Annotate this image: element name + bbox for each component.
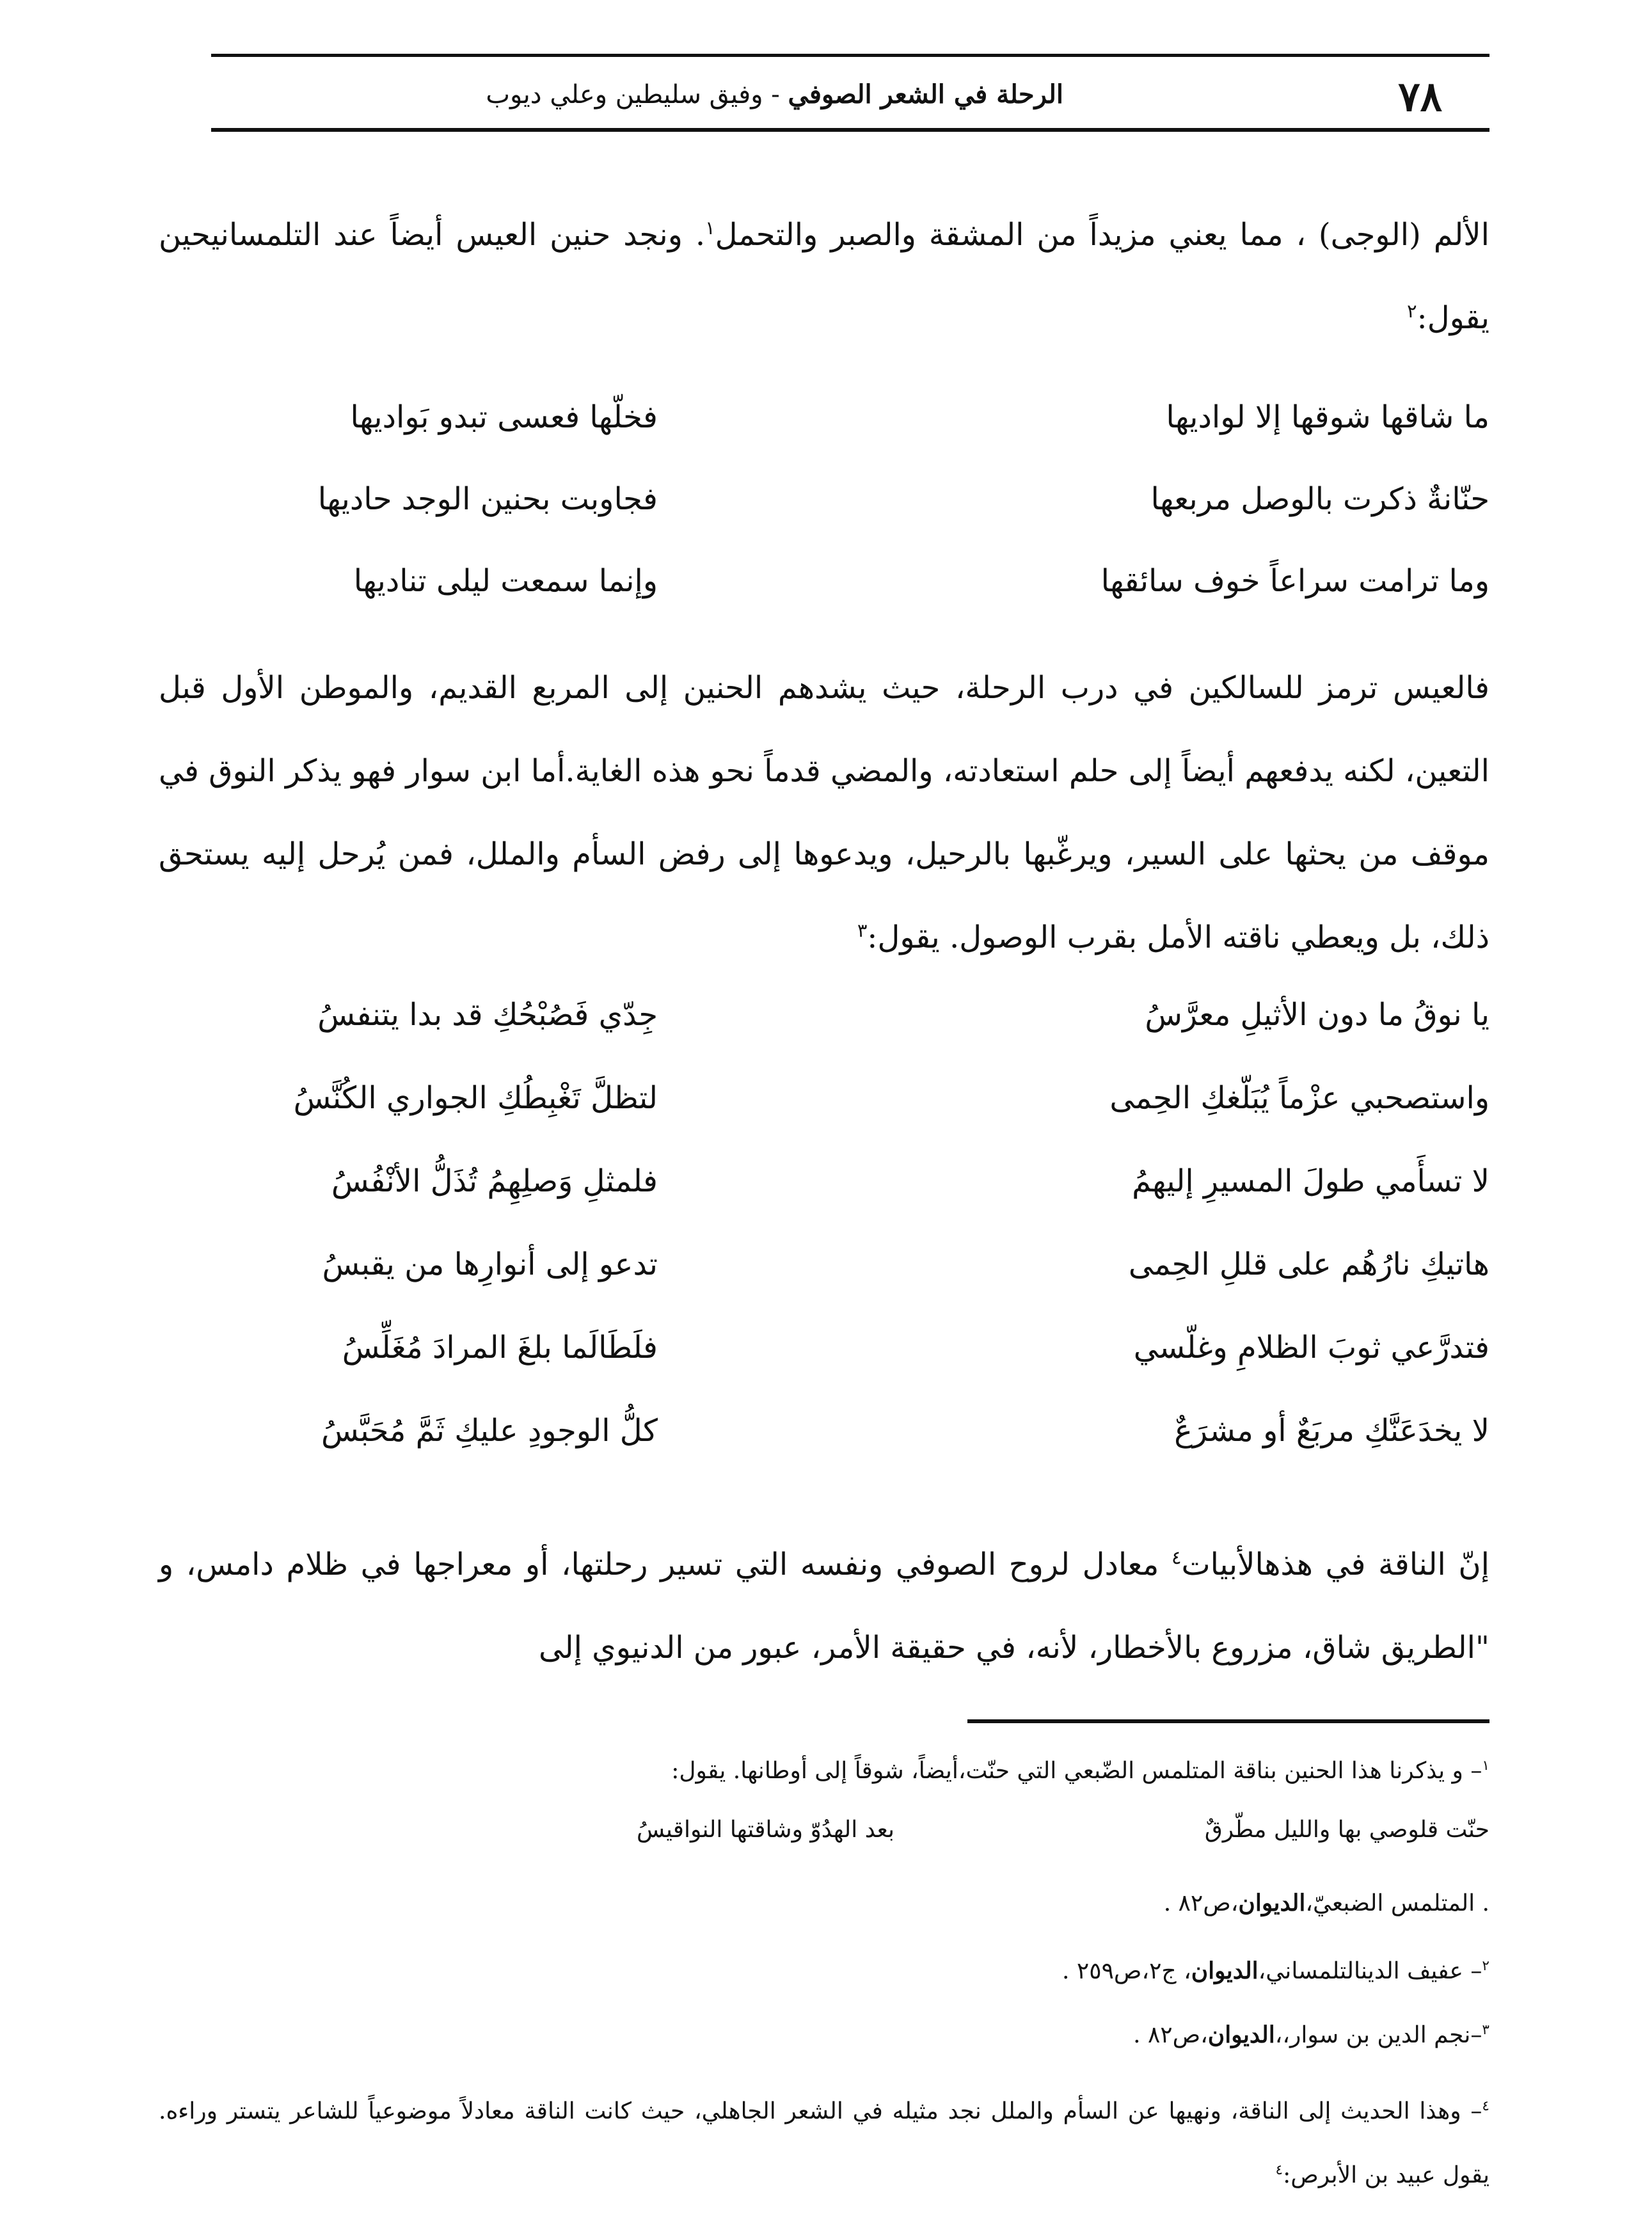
- footnote-ref[interactable]: ٤: [1171, 1547, 1182, 1568]
- footnote-separator: [967, 1719, 1489, 1723]
- verse-line: [159, 1239, 1489, 1290]
- verse-first-hemistich: حنّانةٌ ذكرت بالوصل مربعها: [1150, 481, 1489, 517]
- verse-first-hemistich: حنّت قلوصي بها والليل مطّرقٌ: [1204, 1817, 1489, 1843]
- verse-first-hemistich: فتدرَّعي ثوبَ الظلامِ وغلّسي: [1133, 1330, 1489, 1365]
- page-number: ٧٨: [1398, 73, 1442, 121]
- verse-first-hemistich: واستصحبي عزْماً يُبَلّغكِ الحِمى: [1109, 1080, 1489, 1116]
- header-bottom-rule: [211, 128, 1489, 132]
- paragraph-3: [159, 1523, 1489, 1689]
- paragraph-text: الألم (الوجى) ، مما يعني مزيداً من المشقة والصبر والتحمل: [715, 217, 1489, 253]
- book-title: الرحلة في الشعر الصوفي: [788, 79, 1063, 109]
- footnote-number: ٣: [1482, 2022, 1489, 2038]
- verse-second-hemistich: جِدّي فَصُبْحُكِ قد بدا يتنفسُ: [317, 997, 658, 1033]
- verse-second-hemistich: فلَطَالَما بلغَ المرادَ مُغَلِّسُ: [342, 1330, 658, 1365]
- verse-first-hemistich: يا نوقُ ما دون الأثيلِ معرَّسُ: [1145, 997, 1489, 1033]
- footnote-2: [159, 1952, 1489, 1991]
- footnote-text: – و يذكرنا هذا الحنين بناقة المتلمس الضّبعي التي حنّت،أيضاً، شوقاً إلى أوطانها. يقول:: [671, 1758, 1482, 1784]
- footnote-4: [159, 2080, 1489, 2208]
- footnote-ref[interactable]: ١: [705, 217, 715, 239]
- footnote-ref[interactable]: ٢: [1407, 300, 1417, 322]
- verse-line: [159, 392, 1489, 443]
- verse-line: [159, 989, 1489, 1040]
- verse-first-hemistich: ما شاقها شوقها إلا لواديها: [1166, 399, 1489, 435]
- source-text: – عفيف الدينالتلمساني،: [1258, 1958, 1482, 1984]
- verse-line: [159, 1072, 1489, 1124]
- footnote-1: [159, 1752, 1489, 1790]
- paragraph-text: . ونجد حنين العيس أيضاً عند التلمسانيحين يقول:: [159, 217, 1489, 336]
- verse-second-hemistich: لتظلَّ تَغْبِطُكِ الجواري الكُنَّسُ: [293, 1080, 658, 1116]
- source-page: ،ص٨٢ .: [1133, 2022, 1208, 2048]
- source-text: –نجم الدين بن سوار،،: [1275, 2022, 1482, 2048]
- verse-line: [159, 474, 1489, 525]
- source-page: ، ج٢،ص٢٥٩ .: [1062, 1958, 1191, 1984]
- paragraph-text: إنّ الناقة في هذهالأبيات: [1181, 1547, 1490, 1582]
- verse-first-hemistich: لا تسأَمي طولَ المسيرِ إليهمُ: [1132, 1163, 1489, 1199]
- paragraph-2: [159, 646, 1489, 979]
- footnote-3: [159, 2016, 1489, 2055]
- book-authors: وفيق سليطين وعلي ديوب: [486, 80, 763, 109]
- verse-second-hemistich: بعد الهدُوّ وشاقتها النواقيسُ: [636, 1817, 894, 1843]
- verse-second-hemistich: وإنما سمعت ليلى تناديها: [353, 563, 658, 599]
- verse-second-hemistich: فخلّها فعسى تبدو بَواديها: [350, 399, 658, 435]
- verse-line: [159, 555, 1489, 607]
- source-title: الديوان: [1191, 1957, 1259, 1984]
- footnote-verse: [159, 1811, 1489, 1849]
- footnote-number: ١: [1482, 1758, 1489, 1774]
- header-separator: -: [763, 80, 788, 109]
- verse-second-hemistich: كلُّ الوجودِ عليكِ ثَمَّ مُحَبَّسُ: [321, 1413, 658, 1449]
- verse-line: [159, 1322, 1489, 1373]
- verse-first-hemistich: لا يخدَعَنَّكِ مربَعٌ أو مشرَعٌ: [1174, 1413, 1489, 1449]
- paragraph-text: معادل لروح الصوفي ونفسه التي تسير رحلتها، أو معراجها في ظلام دامس، و "الطريق شاق، مزروع بالأخطار، لأنه، في حقيقة الأمر، عبور من الدنيوي إلى: [159, 1547, 1489, 1666]
- verse-line: [159, 1405, 1489, 1456]
- verse-second-hemistich: تدعو إلى أنوارِها من يقبسُ: [322, 1246, 658, 1282]
- paragraph-1: [159, 193, 1489, 360]
- footnote-number: ٢: [1482, 1958, 1489, 1974]
- source-text: . المتلمس الضبعيّ،: [1305, 1890, 1489, 1916]
- footnote-1-source: [159, 1884, 1489, 1923]
- header-top-rule: [211, 54, 1489, 57]
- footnote-text: – وهذا الحديث إلى الناقة، ونهيها عن السأم والملل نجد مثيله في الشعر الجاهلي، حيث كانت الناقة معادلاً موضوعياً للشاعر يتستر وراءه. يقول عبيد بن الأبرص:: [159, 2098, 1489, 2188]
- verse-second-hemistich: فلمثلِ وَصلِهِمُ تُذَلُّ الأنْفُسُ: [331, 1163, 658, 1199]
- source-page: ،ص٨٢ .: [1163, 1890, 1239, 1916]
- verse-line: [159, 1156, 1489, 1207]
- verse-first-hemistich: هاتيكِ نارُهُم على قللِ الحِمى: [1128, 1246, 1489, 1282]
- source-title: الديوان: [1207, 2021, 1275, 2048]
- footnote-ref: ٤: [1275, 2162, 1283, 2178]
- source-title: الديوان: [1238, 1890, 1306, 1916]
- running-header: [486, 74, 1063, 115]
- verse-first-hemistich: وما ترامت سراعاً خوف سائقها: [1100, 563, 1489, 599]
- verse-second-hemistich: فجاوبت بحنين الوجد حاديها: [317, 481, 658, 517]
- paragraph-text: فالعيس ترمز للسالكين في درب الرحلة، حيث يشدهم الحنين إلى المربع القديم، والموطن الأول قبل التعين، لكنه يدفعهم أيضاً إلى حلم استعادته، والمضي قدماً نحو هذه الغاية.أما ابن سوار فهو يذكر النوق في موقف من يحثها على السير، ويرغّبها بالرحيل، ويدعوها إلى رفض السأم والملل، فمن يُرحل إليه يستحق ذلك، بل ويعطي ناقته الأمل بقرب الوصول. يقول:: [159, 670, 1489, 955]
- footnote-number: ٤: [1482, 2098, 1489, 2114]
- footnote-ref[interactable]: ٣: [857, 919, 868, 941]
